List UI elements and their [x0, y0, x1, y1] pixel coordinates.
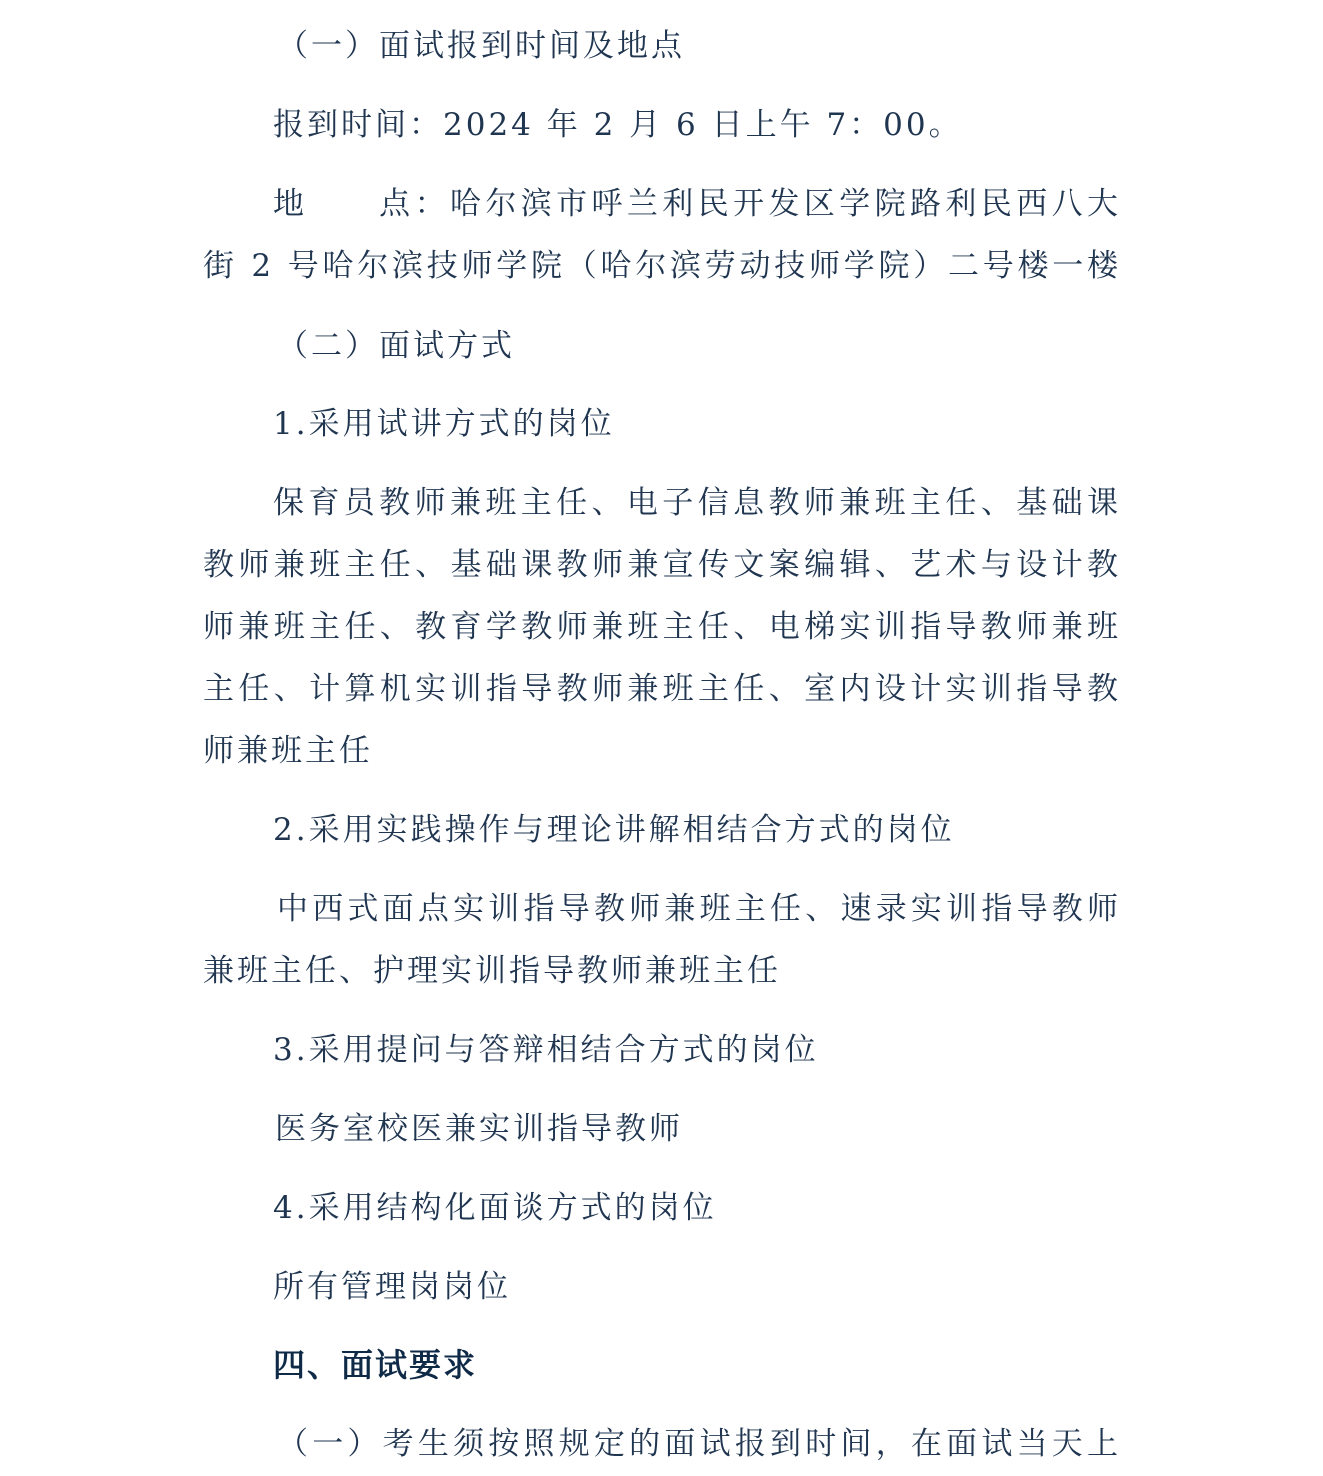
section-1-title: （一）面试报到时间及地点	[277, 28, 685, 64]
method-2-line-2: 兼班主任、护理实训指导教师兼班主任	[203, 953, 781, 989]
method-1-line-3: 师兼班主任、教育学教师兼班主任、电梯实训指导教师兼班	[203, 609, 1121, 645]
report-place-line-1: 地 点：哈尔滨市呼兰利民开发区学院路利民西八大	[273, 186, 1121, 222]
method-4-title: 4.采用结构化面谈方式的岗位	[273, 1190, 717, 1226]
method-2-line-1: 中西式面点实训指导教师兼班主任、速录实训指导教师	[277, 891, 1121, 927]
method-4-line-1: 所有管理岗岗位	[273, 1269, 511, 1305]
section-2-title: （二）面试方式	[277, 328, 515, 364]
report-time: 报到时间：2024 年 2 月 6 日上午 7：00。	[273, 107, 963, 143]
section-4-heading: 四、面试要求	[273, 1346, 478, 1384]
requirement-1-line-1: （一）考生须按照规定的面试报到时间，在面试当天上	[277, 1426, 1121, 1462]
method-2-title: 2.采用实践操作与理论讲解相结合方式的岗位	[273, 812, 955, 848]
method-1-title: 1.采用试讲方式的岗位	[273, 406, 615, 442]
method-1-line-5: 师兼班主任	[203, 733, 373, 769]
method-1-line-1: 保育员教师兼班主任、电子信息教师兼班主任、基础课	[273, 485, 1121, 521]
method-1-line-2: 教师兼班主任、基础课教师兼宣传文案编辑、艺术与设计教	[203, 547, 1121, 583]
method-3-line-1: 医务室校医兼实训指导教师	[275, 1111, 683, 1147]
report-place-line-2: 街 2 号哈尔滨技师学院（哈尔滨劳动技师学院）二号楼一楼	[203, 248, 1121, 284]
method-1-line-4: 主任、计算机实训指导教师兼班主任、室内设计实训指导教	[203, 671, 1121, 707]
method-3-title: 3.采用提问与答辩相结合方式的岗位	[273, 1032, 819, 1068]
